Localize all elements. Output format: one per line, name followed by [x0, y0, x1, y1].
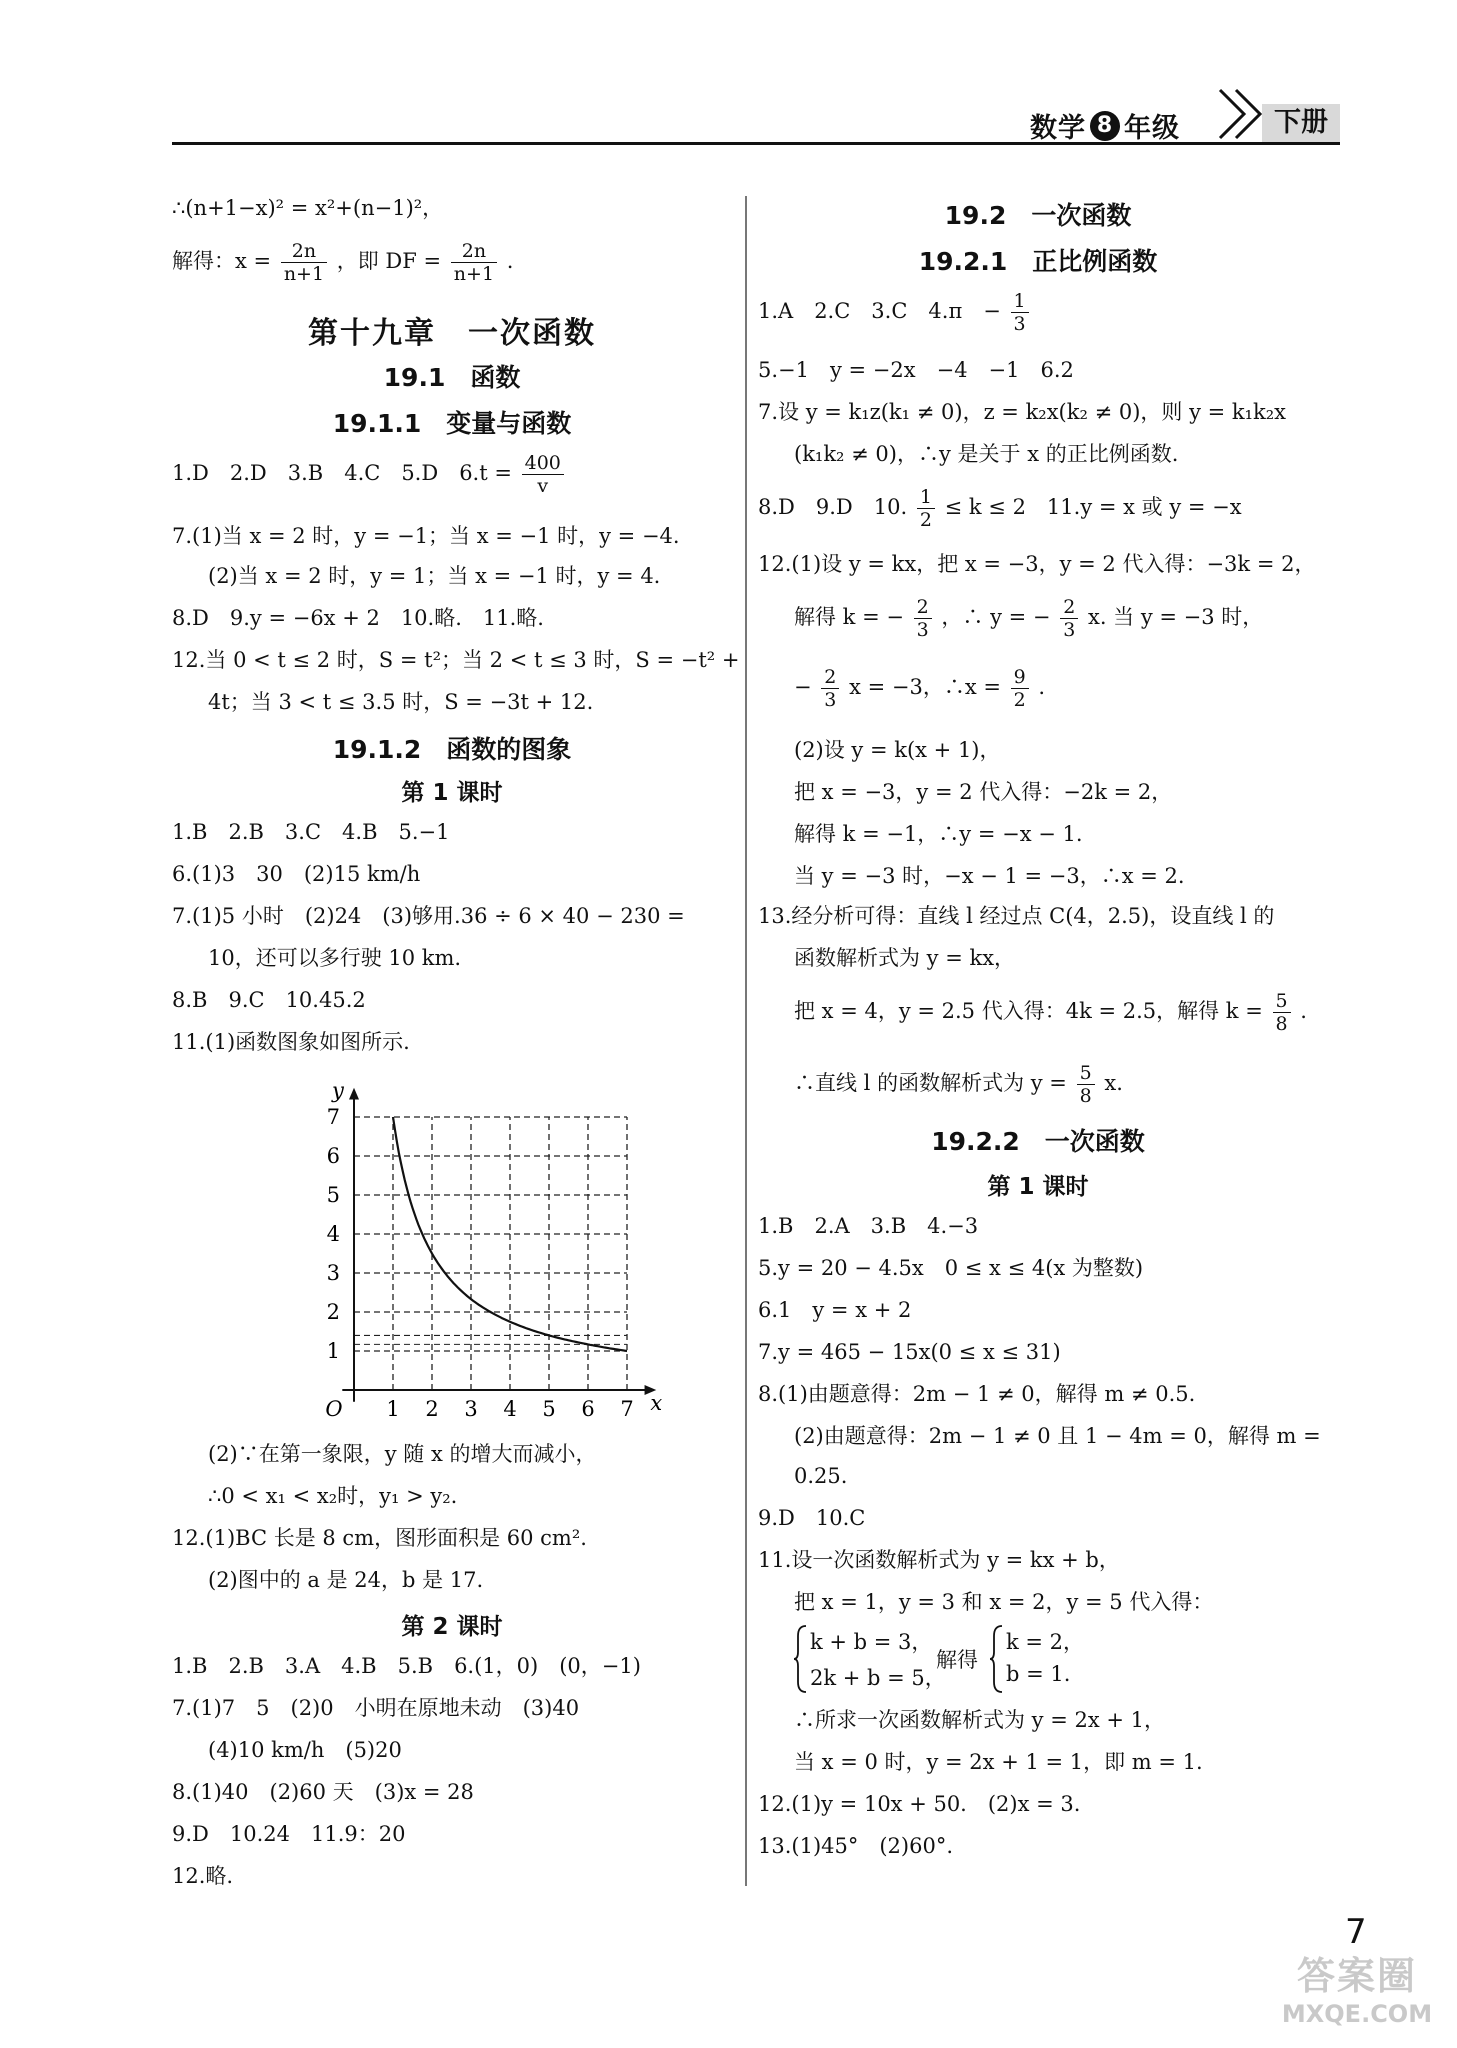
- text-span: 1.A 2.C 3.C 4.π −: [758, 299, 1001, 323]
- graph-grid: [354, 1117, 627, 1390]
- answer-line: 8.B 9.C 10.45.2: [172, 988, 366, 1012]
- answer-line: 7.(1)7 5 (2)0 小明在原地未动 (3)40: [172, 1696, 580, 1720]
- frac-num: 2: [914, 596, 932, 619]
- answer-line: (2)由题意得：2m − 1 ≠ 0 且 1 − 4m = 0，解得 m =: [794, 1424, 1321, 1448]
- answer-line: 1.B 2.B 3.C 4.B 5.−1: [172, 820, 450, 844]
- text-span: ∴直线 l 的函数解析式为 y =: [794, 1071, 1067, 1095]
- frac-num: 5: [1273, 990, 1291, 1013]
- answer-line: 11.(1)函数图象如图所示.: [172, 1030, 410, 1054]
- equation: k = 2，: [1006, 1630, 1085, 1654]
- answer-line-fraction: [794, 990, 1307, 1035]
- frac-den: 2: [919, 509, 932, 531]
- frac-num: 1: [917, 486, 935, 509]
- header-rule: [172, 142, 1340, 145]
- y-tick-label: 4: [326, 1222, 340, 1246]
- answer-line: 6.1 y = x + 2: [758, 1298, 912, 1322]
- fraction: [1273, 990, 1291, 1035]
- text-span: x.: [1104, 1071, 1123, 1095]
- answer-line: (4)10 km/h (5)20: [208, 1738, 402, 1762]
- equation-system: [794, 1624, 1124, 1694]
- text-span: .: [1300, 999, 1307, 1023]
- watermark-logo: [1262, 1945, 1452, 2028]
- answer-line: 12.(1)设 y = kx，把 x = −3，y = 2 代入得：−3k = 2，: [758, 552, 1316, 576]
- answer-line-fraction: [794, 666, 1045, 711]
- answer-line: (2)∵在第一象限，y 随 x 的增大而减小，: [208, 1442, 597, 1466]
- x-tick-label: 2: [425, 1397, 439, 1421]
- text-span: 解得: [936, 1648, 978, 1672]
- answer-line-fraction: [794, 1062, 1123, 1107]
- answer-line: 0.25.: [794, 1464, 848, 1488]
- x-tick-label: 7: [620, 1397, 634, 1421]
- frac-num: 9: [1011, 666, 1029, 689]
- header-subject: 数学: [1030, 113, 1086, 144]
- subsection-title: 19.2.2 一次函数: [931, 1127, 1145, 1156]
- answer-line: (2)图中的 a 是 24，b 是 17.: [208, 1568, 484, 1592]
- left-brace-icon: [794, 1624, 810, 1694]
- x-tick-label: 3: [464, 1397, 478, 1421]
- section-title: 19.1 函数: [383, 363, 521, 392]
- frac-num: 2: [821, 666, 839, 689]
- answer-line: 13.经分析可得：直线 l 经过点 C(4，2.5)，设直线 l 的: [758, 904, 1275, 928]
- volume-tab: 下册: [1262, 104, 1340, 142]
- answer-line: 8.(1)40 (2)60 天 (3)x = 28: [172, 1780, 474, 1804]
- frac-den: n+1: [283, 263, 325, 285]
- text-span: ，∴ y = −: [941, 605, 1051, 629]
- running-header: [1030, 106, 1180, 145]
- answer-line: 7.y = 465 − 15x(0 ≤ x ≤ 31): [758, 1340, 1061, 1364]
- answer-line: 当 x = 0 时，y = 2x + 1 = 1，即 m = 1.: [794, 1750, 1203, 1774]
- header-grade-label: 年级: [1124, 113, 1180, 144]
- answer-line: 12.(1)BC 长是 8 cm，图形面积是 60 cm².: [172, 1526, 587, 1550]
- function-graph: [290, 1070, 810, 1420]
- text-span: x. 当 y = −3 时，: [1087, 605, 1264, 629]
- answer-line: ∴(n+1−x)² = x²+(n−1)²，: [172, 196, 444, 220]
- frac-den: 3: [916, 619, 929, 641]
- frac-den: 3: [1063, 619, 1076, 641]
- frac-num: 400: [522, 452, 564, 475]
- lesson-title: 第 1 课时: [401, 780, 503, 806]
- text-span: 解得：x =: [172, 249, 272, 273]
- y-tick-label: 7: [326, 1105, 340, 1129]
- answer-line: 4t；当 3 < t ≤ 3.5 时，S = −3t + 12.: [208, 690, 594, 714]
- answer-line: 8.D 9.y = −6x + 2 10.略. 11.略.: [172, 606, 544, 630]
- watermark-url: MXQE.COM: [1281, 2000, 1433, 2028]
- page-number: 7: [1345, 1912, 1367, 1952]
- answer-line: ∴0 < x₁ < x₂时，y₁ > y₂.: [208, 1484, 458, 1508]
- text-span: −: [794, 675, 812, 699]
- answer-line: 1.B 2.A 3.B 4.−3: [758, 1214, 979, 1238]
- lesson-title: 第 2 课时: [401, 1614, 503, 1640]
- double-chevron-icon: [1214, 84, 1266, 144]
- fraction: [917, 486, 935, 531]
- fraction: [1011, 290, 1029, 335]
- frac-num: 1: [1011, 290, 1029, 313]
- fraction: [522, 452, 564, 497]
- frac-den: 3: [1013, 313, 1026, 335]
- y-axis-label: y: [332, 1078, 344, 1103]
- frac-den: 8: [1275, 1013, 1288, 1035]
- answer-line: 7.(1)5 小时 (2)24 (3)够用.36 ÷ 6 × 40 − 230 =: [172, 904, 685, 928]
- x-tick-label: 6: [581, 1397, 595, 1421]
- y-axis-arrow-icon: [349, 1088, 359, 1100]
- text-span: 8.D 9.D 10.: [758, 495, 908, 519]
- subsection-title: 19.1.2 函数的图象: [332, 735, 572, 764]
- answer-line: 1.B 2.B 3.A 4.B 5.B 6.(1，0) (0，−1): [172, 1654, 641, 1678]
- answer-line: 5.−1 y = −2x −4 −1 6.2: [758, 358, 1074, 382]
- answer-line: (k₁k₂ ≠ 0)，∴y 是关于 x 的正比例函数.: [794, 442, 1179, 466]
- origin-label: O: [325, 1397, 343, 1421]
- answer-line: 13.(1)45° (2)60°.: [758, 1834, 954, 1858]
- equation: k + b = 3，: [810, 1630, 933, 1654]
- section-title: 19.2 一次函数: [944, 201, 1132, 230]
- answer-line: 当 y = −3 时，−x − 1 = −3，∴x = 2.: [794, 864, 1185, 888]
- answer-line-fraction: [758, 486, 1242, 531]
- frac-den: 3: [824, 689, 837, 711]
- answer-line: 9.D 10.24 11.9：20: [172, 1822, 406, 1846]
- left-brace-icon: [990, 1624, 1006, 1694]
- frac-den: 2: [1013, 689, 1026, 711]
- answer-line: 9.D 10.C: [758, 1506, 866, 1530]
- fraction: [281, 240, 327, 285]
- text-span: ≤ k ≤ 2 11.y = x 或 y = −x: [944, 495, 1242, 519]
- frac-num: 2n: [451, 240, 497, 263]
- subsection-title: 19.1.1 变量与函数: [332, 409, 572, 438]
- y-tick-label: 5: [326, 1183, 340, 1207]
- text-span: .: [506, 249, 514, 273]
- frac-num: 2n: [281, 240, 327, 263]
- answer-line: 12.略.: [172, 1864, 234, 1888]
- answer-line-fraction: [172, 452, 567, 497]
- fraction: [451, 240, 497, 285]
- fraction: [1060, 596, 1078, 641]
- answer-line: 10，还可以多行驶 10 km.: [208, 946, 462, 970]
- answer-line: 8.(1)由题意得：2m − 1 ≠ 0，解得 m ≠ 0.5.: [758, 1382, 1196, 1406]
- answer-line: 5.y = 20 − 4.5x 0 ≤ x ≤ 4(x 为整数): [758, 1256, 1144, 1280]
- answer-line: 12.当 0 < t ≤ 2 时，S = t²；当 2 < t ≤ 3 时，S = −t² +: [172, 648, 740, 672]
- text-span: 解得 k = −: [794, 605, 904, 629]
- equation: b = 1.: [1006, 1662, 1071, 1686]
- x-tick-label: 4: [503, 1397, 517, 1421]
- x-tick-label: 1: [386, 1397, 400, 1421]
- fraction: [914, 596, 932, 641]
- answer-line-fraction: [758, 290, 1032, 335]
- text-span: 1.D 2.D 3.B 4.C 5.D 6.t =: [172, 461, 512, 485]
- answer-line: 12.(1)y = 10x + 50. (2)x = 3.: [758, 1792, 1081, 1816]
- graph-labels: [325, 1079, 662, 1422]
- text-span: x = −3，∴x =: [849, 675, 1001, 699]
- frac-den: v: [537, 475, 549, 497]
- y-tick-label: 2: [326, 1300, 340, 1324]
- column-divider: [745, 196, 747, 1886]
- y-tick-label: 1: [326, 1339, 340, 1363]
- subsection-title: 19.2.1 正比例函数: [918, 247, 1158, 276]
- answer-line: 解得 k = −1，∴y = −x − 1.: [794, 822, 1083, 846]
- x-axis-label: x: [650, 1391, 663, 1415]
- frac-den: n+1: [453, 263, 495, 285]
- fraction: [821, 666, 839, 711]
- answer-line: (2)当 x = 2 时，y = 1；当 x = −1 时，y = 4.: [208, 564, 661, 588]
- answer-line: 6.(1)3 30 (2)15 km/h: [172, 862, 421, 886]
- answer-line: 7.设 y = k₁z(k₁ ≠ 0)，z = k₂x(k₂ ≠ 0)，则 y = k₁k₂x: [758, 400, 1287, 424]
- answer-line: 把 x = 1，y = 3 和 x = 2，y = 5 代入得：: [794, 1590, 1214, 1614]
- fraction: [1077, 1062, 1095, 1107]
- y-tick-label: 6: [326, 1144, 340, 1168]
- fraction: [1011, 666, 1029, 711]
- text-span: .: [1038, 675, 1046, 699]
- answer-line: 11.设一次函数解析式为 y = kx + b，: [758, 1548, 1120, 1572]
- x-tick-label: 5: [542, 1397, 556, 1421]
- answer-line-fraction: [794, 596, 1263, 641]
- equation: 2k + b = 5，: [810, 1666, 946, 1690]
- text-span: ，即 DF =: [336, 249, 442, 273]
- answer-line: 函数解析式为 y = kx，: [794, 946, 1016, 970]
- y-tick-label: 3: [326, 1261, 340, 1285]
- answer-line-fraction: [172, 240, 513, 285]
- answer-line: 把 x = −3，y = 2 代入得：−2k = 2，: [794, 780, 1173, 804]
- chapter-title: 第十九章 一次函数: [308, 316, 596, 351]
- lesson-title: 第 1 课时: [987, 1174, 1089, 1200]
- frac-den: 8: [1079, 1085, 1092, 1107]
- frac-num: 5: [1077, 1062, 1095, 1085]
- answer-line: ∴所求一次函数解析式为 y = 2x + 1，: [794, 1708, 1165, 1732]
- text-span: 把 x = 4，y = 2.5 代入得：4k = 2.5，解得 k =: [794, 999, 1263, 1023]
- answer-line: 7.(1)当 x = 2 时，y = −1；当 x = −1 时，y = −4.: [172, 524, 680, 548]
- graph-axes: [342, 1088, 656, 1402]
- watermark-text: 答案圈: [1296, 1954, 1417, 1998]
- answer-line: (2)设 y = k(x + 1)，: [794, 738, 1001, 762]
- grade-number-badge: 8: [1090, 111, 1120, 141]
- frac-num: 2: [1060, 596, 1078, 619]
